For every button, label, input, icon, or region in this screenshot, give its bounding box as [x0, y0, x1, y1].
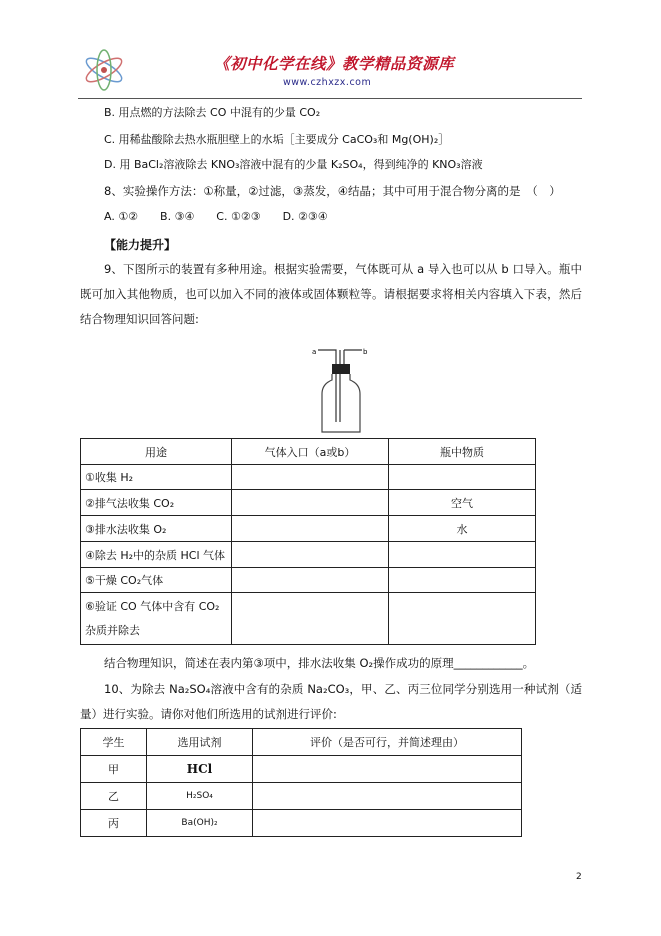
- table-cell-use: ①收集 H₂: [81, 465, 232, 490]
- table-cell-inlet[interactable]: [232, 516, 389, 542]
- section-title: 【能力提升】: [104, 238, 177, 252]
- table-cell-substance: 空气: [389, 490, 536, 516]
- table-cell-use: ②排气法收集 CO₂: [81, 490, 232, 516]
- table-cell-use: ③排水法收集 O₂: [81, 516, 232, 542]
- table-header: 评价（是否可行，并简述理由）: [253, 729, 522, 756]
- page-number: 2: [576, 872, 582, 882]
- table-cell-substance[interactable]: [389, 593, 536, 645]
- q8-stem: 8、实验操作方法：①称量，②过滤，③蒸发，④结晶；其中可用于混合物分离的是 （ ）: [104, 184, 561, 198]
- q9-followup: 结合物理知识，简述在表内第③项中，排水法收集 O₂操作成功的原理____________。: [104, 656, 535, 670]
- table-cell-eval[interactable]: [253, 783, 522, 810]
- option-b: B. 用点燃的方法除去 CO 中混有的少量 CO₂: [104, 106, 321, 119]
- q10-table: [80, 728, 522, 837]
- table-cell-inlet[interactable]: [232, 465, 389, 490]
- table-cell-reagent: HCl: [147, 756, 253, 783]
- q8-choices: A. ①② B. ③④ C. ①②③ D. ②③④: [104, 210, 328, 223]
- table-cell-inlet[interactable]: [232, 568, 389, 593]
- header-title: 《初中化学在线》教学精品资源库: [214, 54, 455, 73]
- q9-table: [80, 438, 536, 645]
- option-c: C. 用稀盐酸除去热水瓶胆壁上的水垢［主要成分 CaCO₃和 Mg(OH)₂］: [104, 133, 450, 146]
- option-d: D. 用 BaCl₂溶液除去 KNO₃溶液中混有的少量 K₂SO₄，得到纯净的 KNO₃溶液: [104, 158, 483, 171]
- q10-stem: 10、为除去 Na₂SO₄溶液中含有的杂质 Na₂CO₃，甲、乙、丙三位同学分别选用一种试剂（适量）进行实验。请你对他们所选用的试剂进行评价:: [80, 682, 582, 721]
- table-cell-student: 丙: [81, 810, 147, 837]
- table-cell-use: ⑤干燥 CO₂气体: [81, 568, 232, 593]
- table-cell-inlet[interactable]: [232, 490, 389, 516]
- atom-logo-icon: [80, 48, 128, 92]
- table-cell-substance[interactable]: [389, 568, 536, 593]
- table-cell-substance[interactable]: [389, 542, 536, 568]
- table-cell-eval[interactable]: [253, 810, 522, 837]
- table-cell-substance[interactable]: [389, 465, 536, 490]
- label-a: a: [312, 348, 317, 356]
- table-header: 选用试剂: [147, 729, 253, 756]
- table-cell-use: ④除去 H₂中的杂质 HCl 气体: [81, 542, 232, 568]
- table-cell-eval[interactable]: [253, 756, 522, 783]
- table-cell-reagent: H₂SO₄: [147, 783, 253, 810]
- table-cell-student: 甲: [81, 756, 147, 783]
- header-url[interactable]: www.czhxzx.com: [283, 77, 372, 88]
- table-cell-use: ⑥验证 CO 气体中含有 CO₂杂质并除去: [81, 593, 232, 645]
- table-header: 学生: [81, 729, 147, 756]
- table-cell-student: 乙: [81, 783, 147, 810]
- table-cell-inlet[interactable]: [232, 593, 389, 645]
- q9-stem: 9、下图所示的装置有多种用途。根据实验需要，气体既可从 a 导入也可以从 b 口导入。瓶中既可加入其他物质，也可以加入不同的液体或固体颗粒等。请根据要求将相关内容填入下表，然后结合物理知识回答问题:: [80, 262, 582, 326]
- table-cell-substance: 水: [389, 516, 536, 542]
- table-header: 气体入口（a或b）: [232, 439, 389, 465]
- gas-bottle-diagram: [310, 344, 372, 436]
- table-header: 瓶中物质: [389, 439, 536, 465]
- table-cell-reagent: Ba(OH)₂: [147, 810, 253, 837]
- table-header: 用途: [81, 439, 232, 465]
- table-cell-inlet[interactable]: [232, 542, 389, 568]
- page-header: [78, 44, 582, 99]
- label-b: b: [363, 348, 368, 356]
